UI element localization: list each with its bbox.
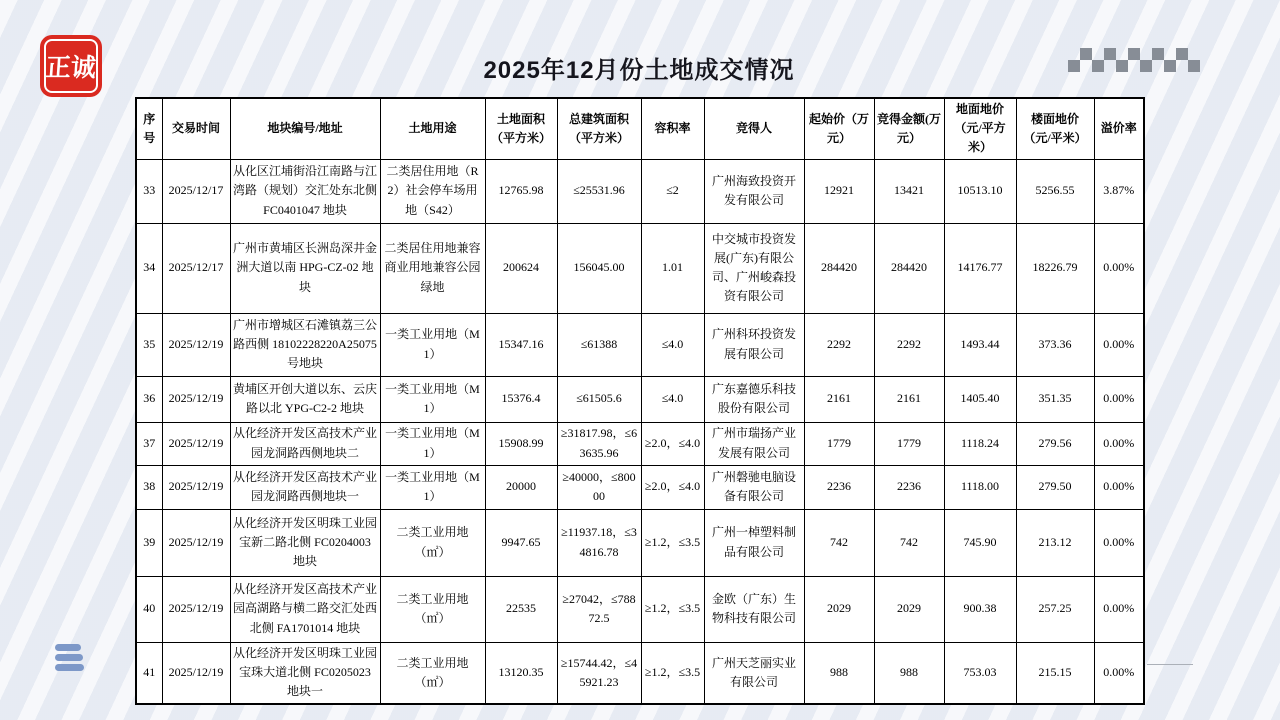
cell-premium_rate: 0.00% (1094, 376, 1144, 422)
cell-date: 2025/12/17 (162, 159, 230, 223)
table-row (136, 465, 1144, 509)
table-row (136, 422, 1144, 465)
cell-plot: 从化经济开发区明珠工业园宝珠大道北侧 FC0205023 地块一 (230, 642, 380, 704)
hamburger-bar (55, 644, 81, 651)
cell-plot_ratio: ≥1.2，≤3.5 (641, 642, 704, 704)
cell-ground_price: 745.90 (944, 509, 1016, 576)
cell-start_price: 2029 (804, 576, 874, 642)
cell-premium_rate: 3.87% (1094, 159, 1144, 223)
cell-plot: 从化区江埔街沿江南路与江湾路（规划）交汇处东北侧FC0401047 地块 (230, 159, 380, 223)
cell-plot_ratio: 1.01 (641, 223, 704, 313)
cell-floor_price: 215.15 (1016, 642, 1094, 704)
cell-land_area: 12765.98 (485, 159, 557, 223)
cell-building_area: ≥40000，≤80000 (557, 465, 641, 509)
cell-land_area: 15347.16 (485, 313, 557, 376)
cell-start_price: 2161 (804, 376, 874, 422)
cell-floor_price: 279.50 (1016, 465, 1094, 509)
checkerboard-decoration-icon (1068, 48, 1200, 72)
cell-building_area: ≥31817.98，≤63635.96 (557, 422, 641, 465)
cell-premium_rate: 0.00% (1094, 642, 1144, 704)
cell-deal_amount: 284420 (874, 223, 944, 313)
table-row (136, 642, 1144, 704)
cell-floor_price: 279.56 (1016, 422, 1094, 465)
column-header-floor_price: 楼面地价（元/平米） (1016, 98, 1094, 159)
cell-use: 一类工业用地（M1） (380, 422, 485, 465)
table-row (136, 509, 1144, 576)
cell-no: 38 (136, 465, 162, 509)
cell-date: 2025/12/19 (162, 509, 230, 576)
cell-ground_price: 10513.10 (944, 159, 1016, 223)
cell-ground_price: 1118.00 (944, 465, 1016, 509)
cell-date: 2025/12/19 (162, 376, 230, 422)
cell-use: 一类工业用地（M1） (380, 465, 485, 509)
column-header-start_price: 起始价（万元） (804, 98, 874, 159)
cell-floor_price: 373.36 (1016, 313, 1094, 376)
table-row (136, 223, 1144, 313)
cell-ground_price: 1118.24 (944, 422, 1016, 465)
cell-no: 40 (136, 576, 162, 642)
cell-building_area: ≥27042，≤78872.5 (557, 576, 641, 642)
hamburger-bar (55, 654, 83, 661)
cell-land_area: 200624 (485, 223, 557, 313)
cell-winner: 广州科环投资发展有限公司 (704, 313, 804, 376)
cell-premium_rate: 0.00% (1094, 313, 1144, 376)
logo-text: 正诚 (44, 54, 97, 82)
cell-use: 二类居住用地兼容商业用地兼容公园绿地 (380, 223, 485, 313)
cell-no: 36 (136, 376, 162, 422)
cell-plot: 从化经济开发区明珠工业园宝新二路北侧 FC0204003 地块 (230, 509, 380, 576)
cell-plot_ratio: ≤2 (641, 159, 704, 223)
cell-land_area: 20000 (485, 465, 557, 509)
cell-floor_price: 257.25 (1016, 576, 1094, 642)
cell-plot_ratio: ≥1.2，≤3.5 (641, 576, 704, 642)
table-row (136, 576, 1144, 642)
cell-date: 2025/12/17 (162, 223, 230, 313)
cell-start_price: 12921 (804, 159, 874, 223)
cell-use: 二类工业用地（㎡） (380, 576, 485, 642)
cell-start_price: 988 (804, 642, 874, 704)
cell-no: 35 (136, 313, 162, 376)
column-header-premium_rate: 溢价率 (1094, 98, 1144, 159)
cell-date: 2025/12/19 (162, 642, 230, 704)
divider-line (1147, 664, 1193, 665)
cell-plot: 从化经济开发区高技术产业园龙洞路西侧地块一 (230, 465, 380, 509)
cell-winner: 金欧（广东）生物科技有限公司 (704, 576, 804, 642)
cell-start_price: 1779 (804, 422, 874, 465)
cell-building_area: ≤61505.6 (557, 376, 641, 422)
cell-no: 37 (136, 422, 162, 465)
cell-deal_amount: 2029 (874, 576, 944, 642)
cell-plot_ratio: ≥2.0，≤4.0 (641, 465, 704, 509)
header-row (136, 98, 1144, 159)
column-header-use: 土地用途 (380, 98, 485, 159)
cell-floor_price: 213.12 (1016, 509, 1094, 576)
cell-land_area: 9947.65 (485, 509, 557, 576)
cell-no: 41 (136, 642, 162, 704)
cell-plot: 从化经济开发区高技术产业园高湖路与横二路交汇处西北侧 FA1701014 地块 (230, 576, 380, 642)
cell-plot_ratio: ≥1.2，≤3.5 (641, 509, 704, 576)
cell-building_area: ≤61388 (557, 313, 641, 376)
column-header-plot: 地块编号/地址 (230, 98, 380, 159)
cell-date: 2025/12/19 (162, 313, 230, 376)
table-row (136, 376, 1144, 422)
cell-premium_rate: 0.00% (1094, 422, 1144, 465)
cell-no: 33 (136, 159, 162, 223)
table-header (136, 98, 1144, 159)
cell-deal_amount: 2236 (874, 465, 944, 509)
cell-land_area: 13120.35 (485, 642, 557, 704)
page-title: 2025年12月份土地成交情况 (483, 57, 795, 84)
cell-start_price: 2292 (804, 313, 874, 376)
cell-use: 二类工业用地（㎡） (380, 642, 485, 704)
cell-date: 2025/12/19 (162, 465, 230, 509)
cell-plot: 从化经济开发区高技术产业园龙洞路西侧地块二 (230, 422, 380, 465)
cell-winner: 广东嘉德乐科技股份有限公司 (704, 376, 804, 422)
cell-plot: 广州市增城区石滩镇荔三公路西侧 18102228220A25075 号地块 (230, 313, 380, 376)
cell-date: 2025/12/19 (162, 422, 230, 465)
cell-start_price: 2236 (804, 465, 874, 509)
column-header-plot_ratio: 容积率 (641, 98, 704, 159)
cell-no: 39 (136, 509, 162, 576)
cell-deal_amount: 1779 (874, 422, 944, 465)
cell-ground_price: 14176.77 (944, 223, 1016, 313)
cell-plot: 黄埔区开创大道以东、云庆路以北 YPG-C2-2 地块 (230, 376, 380, 422)
cell-plot_ratio: ≥2.0，≤4.0 (641, 422, 704, 465)
table-body (136, 159, 1144, 704)
cell-premium_rate: 0.00% (1094, 509, 1144, 576)
cell-land_area: 15376.4 (485, 376, 557, 422)
cell-use: 一类工业用地（M1） (380, 313, 485, 376)
cell-building_area: ≤25531.96 (557, 159, 641, 223)
cell-plot: 广州市黄埔区长洲岛深井金洲大道以南 HPG-CZ-02 地块 (230, 223, 380, 313)
hamburger-icon (55, 644, 85, 674)
cell-premium_rate: 0.00% (1094, 465, 1144, 509)
cell-winner: 广州天芝丽实业有限公司 (704, 642, 804, 704)
cell-no: 34 (136, 223, 162, 313)
cell-land_area: 22535 (485, 576, 557, 642)
cell-date: 2025/12/19 (162, 576, 230, 642)
cell-plot_ratio: ≤4.0 (641, 313, 704, 376)
cell-start_price: 284420 (804, 223, 874, 313)
cell-ground_price: 753.03 (944, 642, 1016, 704)
cell-building_area: ≥11937.18，≤34816.78 (557, 509, 641, 576)
cell-use: 二类工业用地（㎡） (380, 509, 485, 576)
table-row (136, 313, 1144, 376)
cell-floor_price: 18226.79 (1016, 223, 1094, 313)
table-container (135, 97, 1145, 705)
zhengcheng-logo (40, 35, 102, 97)
cell-start_price: 742 (804, 509, 874, 576)
column-header-winner: 竞得人 (704, 98, 804, 159)
cell-building_area: 156045.00 (557, 223, 641, 313)
cell-premium_rate: 0.00% (1094, 576, 1144, 642)
column-header-deal_amount: 竞得金额(万元） (874, 98, 944, 159)
hamburger-bar (55, 664, 84, 671)
cell-winner: 广州市瑞扬产业发展有限公司 (704, 422, 804, 465)
column-header-land_area: 土地面积（平方米） (485, 98, 557, 159)
cell-winner: 广州一棹塑料制品有限公司 (704, 509, 804, 576)
cell-plot_ratio: ≤4.0 (641, 376, 704, 422)
cell-deal_amount: 2161 (874, 376, 944, 422)
cell-use: 一类工业用地（M1） (380, 376, 485, 422)
cell-premium_rate: 0.00% (1094, 223, 1144, 313)
cell-land_area: 15908.99 (485, 422, 557, 465)
cell-deal_amount: 988 (874, 642, 944, 704)
cell-deal_amount: 13421 (874, 159, 944, 223)
transactions-table (135, 97, 1145, 705)
cell-ground_price: 1405.40 (944, 376, 1016, 422)
column-header-no: 序号 (136, 98, 162, 159)
cell-ground_price: 1493.44 (944, 313, 1016, 376)
cell-winner: 广州磐驰电脑设备有限公司 (704, 465, 804, 509)
cell-use: 二类居住用地（R2）社会停车场用地（S42） (380, 159, 485, 223)
column-header-building_area: 总建筑面积（平方米） (557, 98, 641, 159)
column-header-date: 交易时间 (162, 98, 230, 159)
cell-building_area: ≥15744.42，≤45921.23 (557, 642, 641, 704)
cell-floor_price: 5256.55 (1016, 159, 1094, 223)
cell-deal_amount: 742 (874, 509, 944, 576)
cell-deal_amount: 2292 (874, 313, 944, 376)
table-row (136, 159, 1144, 223)
column-header-ground_price: 地面地价（元/平方米） (944, 98, 1016, 159)
cell-winner: 中交城市投资发展(广东)有限公司、广州峻森投资有限公司 (704, 223, 804, 313)
cell-winner: 广州海致投资开发有限公司 (704, 159, 804, 223)
cell-floor_price: 351.35 (1016, 376, 1094, 422)
cell-ground_price: 900.38 (944, 576, 1016, 642)
